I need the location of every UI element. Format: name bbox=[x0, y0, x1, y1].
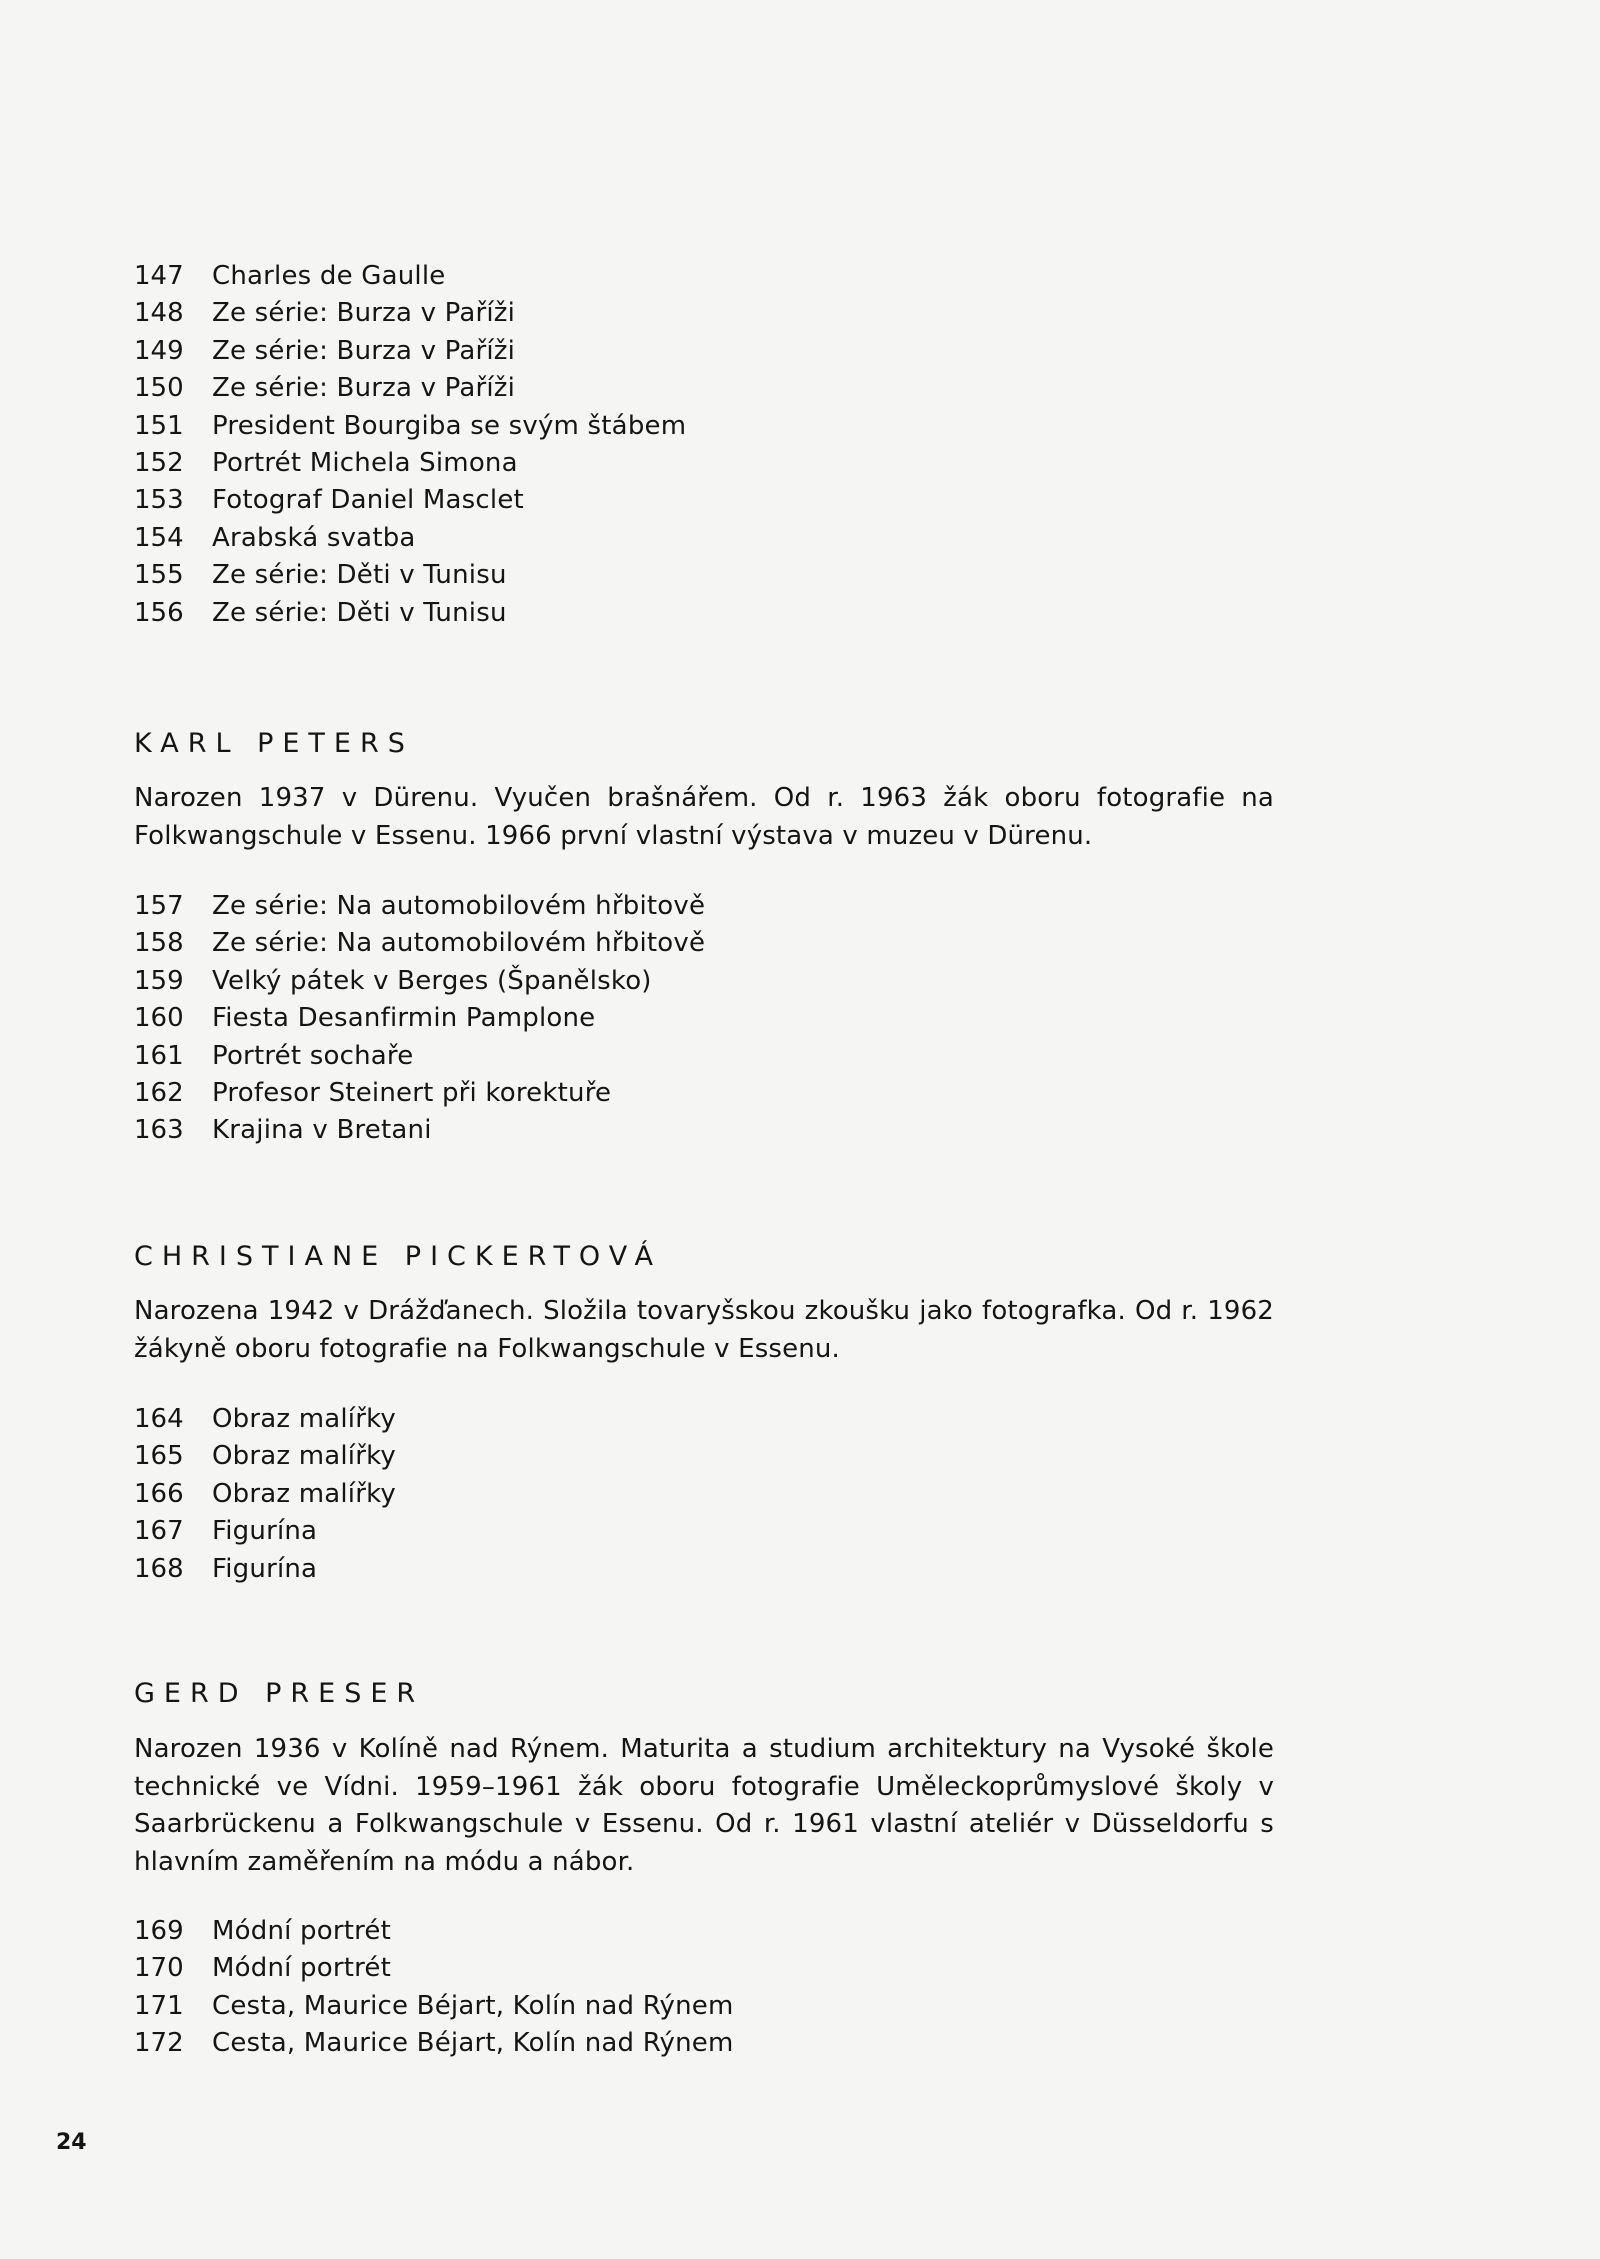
list-item bbox=[134, 1476, 1294, 1513]
work-title: Figurína bbox=[212, 1553, 318, 1584]
work-number: 169 bbox=[134, 1916, 184, 1946]
work-title: Profesor Steinert při korektuře bbox=[212, 1077, 612, 1108]
list-item bbox=[134, 408, 1294, 445]
list-item bbox=[134, 2025, 1294, 2062]
work-number: 160 bbox=[134, 1003, 184, 1034]
list-item bbox=[134, 258, 1294, 295]
work-number: 150 bbox=[134, 373, 184, 404]
work-number: 147 bbox=[134, 261, 184, 291]
work-title: Ze série: Děti v Tunisu bbox=[212, 560, 507, 591]
works-list-164-168 bbox=[134, 1401, 1294, 1588]
work-title: Ze série: Burza v Paříži bbox=[212, 373, 516, 404]
work-number: 149 bbox=[134, 335, 184, 366]
list-item bbox=[134, 1038, 1294, 1075]
work-number: 153 bbox=[134, 485, 184, 516]
artist-bio-karl-peters: Narozen 1937 v Dürenu. Vyučen brašnářem. Od r. 1963 žák oboru fotografie na Folkwangschule v Essenu. 1966 první vlastní výstava v muzeu v Dürenu. bbox=[134, 783, 1274, 851]
list-item bbox=[134, 595, 1294, 632]
work-number: 158 bbox=[134, 928, 184, 959]
list-item bbox=[134, 482, 1294, 519]
work-title: Charles de Gaulle bbox=[212, 261, 446, 291]
work-number: 163 bbox=[134, 1115, 184, 1146]
work-number: 166 bbox=[134, 1478, 184, 1509]
list-item bbox=[134, 1913, 1294, 1950]
work-title: Portrét sochaře bbox=[212, 1040, 414, 1071]
work-number: 157 bbox=[134, 891, 184, 921]
work-title: Velký pátek v Berges (Španělsko) bbox=[212, 965, 652, 996]
list-item bbox=[134, 888, 1294, 925]
list-item bbox=[134, 1401, 1294, 1438]
work-number: 155 bbox=[134, 560, 184, 591]
list-item bbox=[134, 520, 1294, 557]
work-number: 156 bbox=[134, 597, 184, 628]
list-item bbox=[134, 295, 1294, 332]
work-title: Arabská svatba bbox=[212, 522, 416, 553]
work-number: 167 bbox=[134, 1516, 184, 1547]
work-title: Ze série: Burza v Paříži bbox=[212, 298, 516, 329]
work-title: Fiesta Desanfirmin Pamplone bbox=[212, 1003, 596, 1034]
work-title: Ze série: Na automobilovém hřbitově bbox=[212, 891, 706, 921]
work-title: Módní portrét bbox=[212, 1953, 392, 1984]
list-item bbox=[134, 1112, 1294, 1149]
work-title: Obraz malířky bbox=[212, 1441, 397, 1472]
work-number: 159 bbox=[134, 965, 184, 996]
work-number: 148 bbox=[134, 298, 184, 329]
list-item bbox=[134, 1950, 1294, 1987]
works-list-147-156 bbox=[134, 258, 1294, 632]
work-title: Ze série: Na automobilovém hřbitově bbox=[212, 928, 706, 959]
work-number: 162 bbox=[134, 1077, 184, 1108]
list-item bbox=[134, 445, 1294, 482]
work-number: 171 bbox=[134, 1990, 184, 2021]
page-number: 24 bbox=[56, 2130, 87, 2155]
list-item bbox=[134, 925, 1294, 962]
work-number: 151 bbox=[134, 410, 184, 441]
artist-bio-christiane-pickertova: Narozena 1942 v Drážďanech. Složila tovaryšskou zkoušku jako fotografka. Od r. 1962 žákyně oboru fotografie na Folkwangschule v Essenu. bbox=[134, 1296, 1274, 1364]
work-title: Portrét Michela Simona bbox=[212, 447, 518, 478]
work-title: Cesta, Maurice Béjart, Kolín nad Rýnem bbox=[212, 2028, 734, 2059]
work-title: Krajina v Bretani bbox=[212, 1115, 432, 1146]
work-number: 165 bbox=[134, 1441, 184, 1472]
list-item bbox=[134, 1075, 1294, 1112]
work-title: Ze série: Burza v Paříži bbox=[212, 335, 516, 366]
list-item bbox=[134, 370, 1294, 407]
list-item bbox=[134, 1513, 1294, 1550]
list-item bbox=[134, 333, 1294, 370]
work-title: Obraz malířky bbox=[212, 1404, 397, 1434]
list-item bbox=[134, 1551, 1294, 1588]
work-title: Fotograf Daniel Masclet bbox=[212, 485, 524, 516]
works-list-169-172 bbox=[134, 1913, 1294, 2063]
artist-heading-christiane-pickertova: CHRISTIANE PICKERTOVÁ bbox=[134, 1241, 662, 1272]
list-item bbox=[134, 1988, 1294, 2025]
work-number: 168 bbox=[134, 1553, 184, 1584]
work-number: 170 bbox=[134, 1953, 184, 1984]
work-title: Cesta, Maurice Béjart, Kolín nad Rýnem bbox=[212, 1990, 734, 2021]
work-title: President Bourgiba se svým štábem bbox=[212, 410, 687, 441]
work-number: 154 bbox=[134, 522, 184, 553]
work-number: 172 bbox=[134, 2028, 184, 2059]
work-number: 161 bbox=[134, 1040, 184, 1071]
work-title: Figurína bbox=[212, 1516, 318, 1547]
artist-heading-karl-peters: KARL PETERS bbox=[134, 728, 414, 759]
work-title: Módní portrét bbox=[212, 1916, 392, 1946]
work-title: Ze série: Děti v Tunisu bbox=[212, 597, 507, 628]
work-title: Obraz malířky bbox=[212, 1478, 397, 1509]
work-number: 152 bbox=[134, 447, 184, 478]
list-item bbox=[134, 1000, 1294, 1037]
work-number: 164 bbox=[134, 1404, 184, 1434]
list-item bbox=[134, 557, 1294, 594]
works-list-157-163 bbox=[134, 888, 1294, 1150]
artist-bio-gerd-preser: Narozen 1936 v Kolíně nad Rýnem. Maturita a studium architektury na Vysoké škole technické ve Vídni. 1959–1961 žák oboru fotografie Uměleckoprůmyslové školy v Saarbrückenu a Folkwangschule v Essenu. Od r. 1961 vlastní ateliér v Düsseldorfu s hlavním zaměřením na módu a nábor. bbox=[134, 1734, 1274, 1877]
list-item bbox=[134, 1438, 1294, 1475]
artist-heading-gerd-preser: GERD PRESER bbox=[134, 1678, 425, 1709]
list-item bbox=[134, 963, 1294, 1000]
